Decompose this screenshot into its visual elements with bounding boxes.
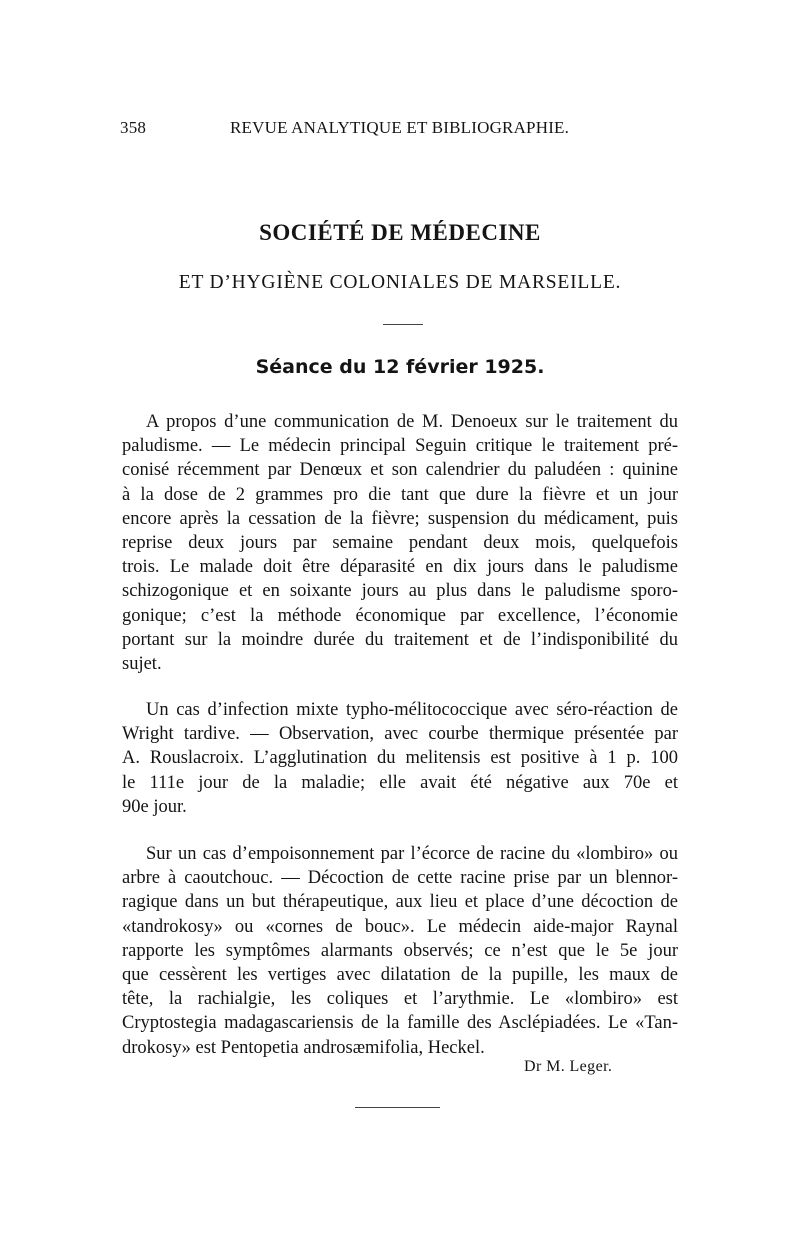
end-rule <box>355 1107 440 1108</box>
running-header <box>120 118 680 142</box>
paragraph-line: schizogonique et en soixante jours au plus dans le paludisme sporo- <box>122 581 678 602</box>
society-title: SOCIÉTÉ DE MÉDECINE <box>259 220 541 245</box>
paragraph-line: drokosy» est Pentopetia androsæmifolia, Heckel. <box>122 1037 485 1058</box>
paragraph-malaria-treatment <box>122 410 678 676</box>
paragraph-line: A. Rouslacroix. L’agglutination du melitensis est positive à 1 p. 100 <box>122 748 678 769</box>
paragraph-line: reprise deux jours par semaine pendant deux mois, quelquefois <box>122 532 678 553</box>
paragraph-line: Wright tardive. — Observation, avec courbe thermique présentée par <box>122 724 678 745</box>
running-title: REVUE ANALYTIQUE ET BIBLIOGRAPHIE. <box>230 118 570 137</box>
paragraph-lombiro-poisoning <box>122 842 678 1060</box>
paragraph-line: gonique; c’est la méthode économique par excellence, l’économie <box>122 605 678 626</box>
paragraph-line: Cryptostegia madagascariensis de la famille des Asclépiadées. Le «Tan- <box>122 1013 678 1034</box>
paragraph-line: conisé récemment par Denœux et son calendrier du paludéen : quinine <box>122 460 678 481</box>
society-subtitle: ET D’HYGIÈNE COLONIALES DE MARSEILLE. <box>178 272 622 293</box>
paragraph-line: trois. Le malade doit être déparasité en dix jours dans le paludisme <box>122 557 678 578</box>
paragraph-line: ragique dans un but thérapeutique, aux lieu et place d’une décoction de <box>122 892 678 913</box>
paragraph-line: Sur un cas d’empoisonnement par l’écorce de racine du «lombiro» ou <box>146 844 678 864</box>
paragraph-line: sujet. <box>122 653 162 674</box>
paragraph-line: portant sur la moindre durée du traitement et de l’indisponibilité du <box>122 629 678 650</box>
paragraph-line: tête, la rachialgie, les coliques et l’arythmie. Le «lombiro» est <box>122 989 678 1010</box>
paragraph-line: rapporte les symptômes alarmants observés; ce n’est que le 5e jour <box>122 940 678 961</box>
paragraph-line: «tandrokosy» ou «cornes de bouc». Le médecin aide-major Raynal <box>122 916 678 937</box>
paragraph-line: arbre à caoutchouc. — Décoction de cette racine prise par un blennor- <box>122 868 678 889</box>
paragraph-line: 90e jour. <box>122 796 187 817</box>
paragraph-mixed-infection <box>122 698 678 819</box>
divider-rule <box>383 324 423 325</box>
author-signature: Dr M. Leger. <box>524 1058 613 1075</box>
session-heading: Séance du 12 février 1925. <box>255 356 545 378</box>
paragraph-line: à la dose de 2 grammes pro die tant que dure la fièvre et un jour <box>122 484 678 505</box>
page-number: 358 <box>120 118 147 137</box>
paragraph-line: Un cas d’infection mixte typho-mélitococcique avec séro-réaction de <box>146 700 678 720</box>
paragraph-line: A propos d’une communication de M. Denoeux sur le traitement du <box>146 412 678 432</box>
paragraph-line: que cessèrent les vertiges avec dilatation de la pupille, les maux de <box>122 964 678 985</box>
paragraph-line: encore après la cessation de la fièvre; suspension du médicament, puis <box>122 508 678 529</box>
paragraph-line: le 111e jour de la maladie; elle avait été négative aux 70e et <box>122 772 678 793</box>
paragraph-line: paludisme. — Le médecin principal Seguin critique le traitement pré- <box>122 436 678 457</box>
